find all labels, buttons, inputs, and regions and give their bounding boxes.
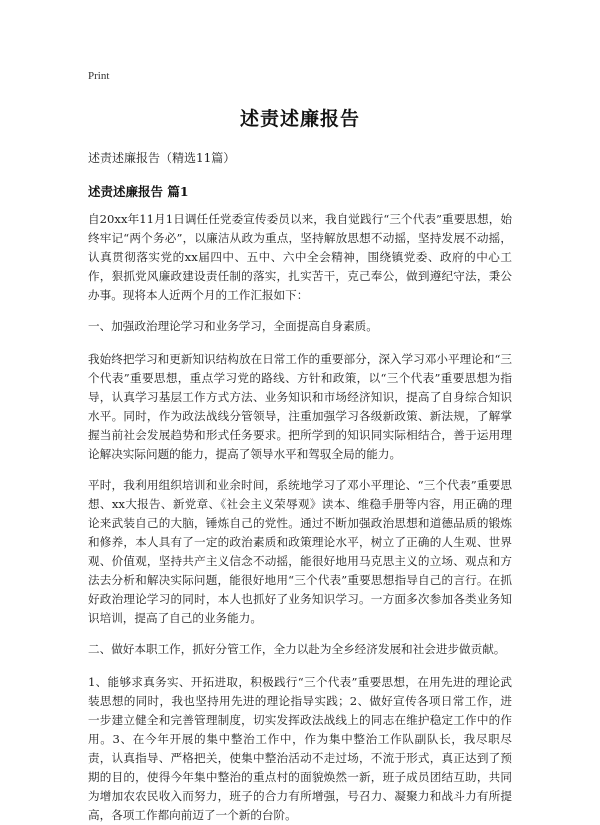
paragraph-work-body: 1、能够求真务实、开拓进取，积极践行“三个代表”重要思想，在用先进的理论武装思想的同时，我也坚持用先进的理论指导实践；2、做好宣传各项日常工作，进一步建立健全和完善管理制度，切实发挥政法战线上的同志在维护稳定工作中的作用。3、在今年开展的集中整治工作中，作为集中整治工作队副队长，我尽职尽责，认真指导、严格把关，使集中整治活动不走过场，不流于形式，真正达到了预期的目的，使得今年集中整治的重点村的面貌焕然一新，班子成员团结互助，共同为增加农农民收入而努力，班子的合力有所增强，号召力、凝聚力和战斗力有所提高，各项工作都向前迈了一个新的台阶。 [88, 675, 512, 822]
paragraph-training-body: 平时，我利用组织培训和业余时间，系统地学习了邓小平理论、“三个代表”重要思想、xx大报告、新党章、《社会主义荣辱观》读本、维稳手册等内容，用正确的理论来武装自己的大脑，锤炼自己的党性。通过不断加强政治思想和道德品质的锻炼和修养，本人具有了一定的政治素质和政策理论水平，树立了正确的人生观、世界观、价值观，坚持共产主义信念不动摇，能很好地用马克思主义的立场、观点和方法去分析和解决实际问题，能很好地用“三个代表”重要思想指导自己的言行。在抓好政治理论学习的同时，本人也抓好了业务知识学习。一方面多次参加各类业务知识培训，提高了自己的业务能力。 [88, 478, 512, 625]
paragraph-heading-work: 二、做好本职工作，抓好分管工作，全力以赴为全乡经济发展和社会进步做贡献。 [88, 642, 506, 656]
document-title: 述责述廉报告 [239, 108, 360, 130]
document-subtitle: 述责述廉报告（精选11篇） [88, 151, 236, 165]
paragraph-intro: 自20xx年11月1日调任任党委宣传委员以来，我自觉践行“三个代表”重要思想，始终牢记“两个务必”，以廉洁从政为重点，坚持解放思想不动摇，坚持发展不动摇，认真贯彻落实党的xx届四中、五中、六中全会精神，围绕镇党委、政府的中心工作，狠抓党风廉政建设责任制的落实，扎实苦干，克己奉公，做到遵纪守法，秉公办事。现将本人近两个月的工作汇报如下： [88, 212, 512, 302]
print-link[interactable]: Print [88, 70, 110, 82]
paragraph-study-body: 我始终把学习和更新知识结构放在日常工作的重要部分，深入学习邓小平理论和“三个代表”重要思想，重点学习党的路线、方针和政策，以“三个代表”重要思想为指导，认真学习基层工作方式方法、业务知识和市场经济知识，提高了自身综合知识水平。同时，作为政法战线分管领导，注重加强学习各级新政策、新法规，了解掌握当前社会发展趋势和形式任务要求。把所学到的知识同实际相结合，善于运用理论解决实际问题的能力，提高了领导水平和驾驭全局的能力。 [88, 352, 512, 461]
section-title: 述责述廉报告 篇1 [88, 184, 189, 199]
paragraph-heading-study: 一、加强政治理论学习和业务学习，全面提高自身素质。 [88, 319, 378, 333]
